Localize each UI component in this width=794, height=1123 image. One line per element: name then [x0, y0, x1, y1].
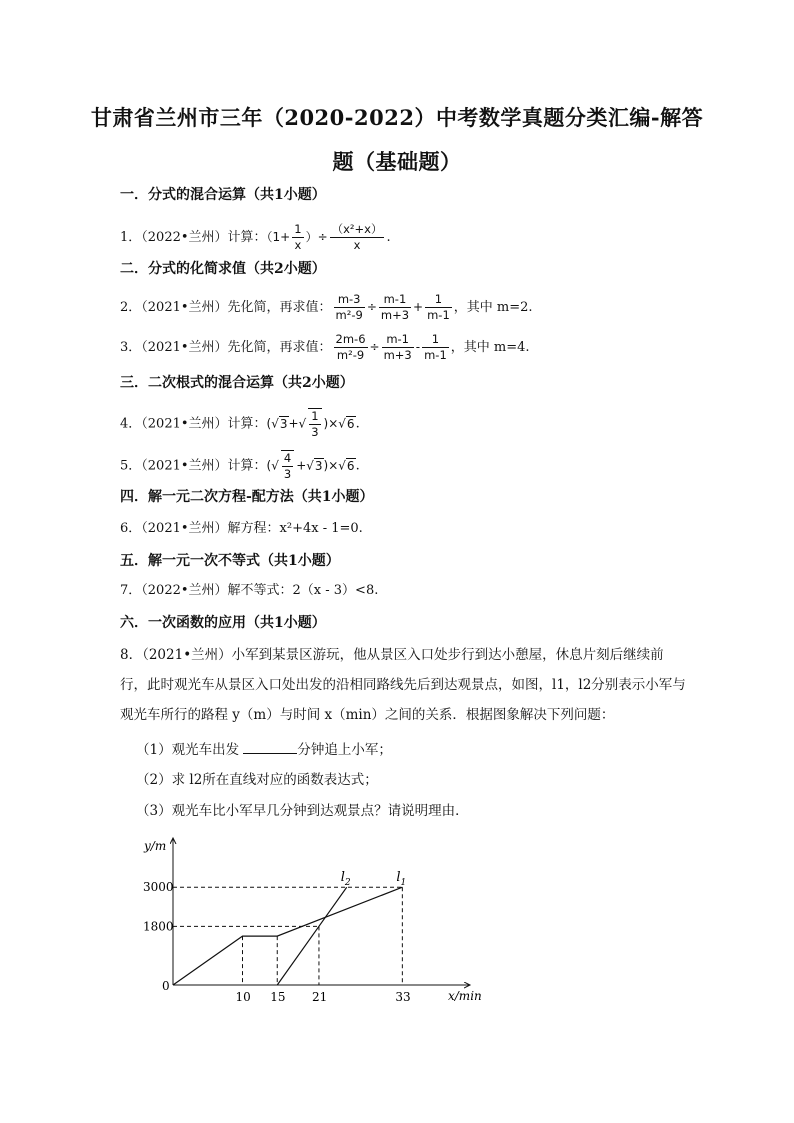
series-label-l2: $l_2$: [340, 870, 351, 889]
question-8-part-2: （2）求 l2所在直线对应的函数表达式；: [136, 772, 378, 788]
q3-fraction-1: $\frac{2m-6}{\text{m²-9}}$: [335, 332, 366, 362]
section-heading-5: 五．解一元一次不等式（共1小题）: [120, 553, 340, 569]
q3-fraction-2: $\frac{m-1}{m+3}$: [383, 332, 412, 362]
question-3: 3．（2021•兰州）先化简，再求值： $\frac{2m-6}{\text{m²-9}}$ ÷ $\frac{m-1}{m+3}$ - $\frac{1}{m-1}$ ，其中 m=4.: [120, 332, 530, 362]
y-tick-3000: 3000: [143, 880, 174, 895]
origin-label: 0: [162, 979, 170, 993]
section-heading-4: 四．解一元二次方程-配方法（共1小题）: [120, 489, 374, 505]
doc-title-line1: 甘肃省兰州市三年（2020-2022）中考数学真题分类汇编-解答: [90, 105, 704, 130]
question-2: 2．（2021•兰州）先化简，再求值： $\frac{m-3}{\text{m²-9}}$ ÷ $\frac{m-1}{m+3}$ + $\frac{1}{m-1}$ ，其中 m=2.: [120, 292, 533, 322]
y-tick-1800: 1800: [143, 919, 174, 934]
series-label-l1: $l_1$: [396, 870, 407, 889]
section-heading-2: 二．分式的化简求值（共2小题）: [120, 261, 326, 277]
x-tick-21: 21: [311, 990, 328, 1004]
question-8-part-3: （3）观光车比小军早几分钟到达观景点？请说明理由．: [136, 803, 469, 819]
q2-fraction-3: $\frac{1}{m-1}$: [427, 292, 450, 322]
x-tick-15: 15: [270, 990, 286, 1004]
q4-fraction: $\frac{1}{3}$: [308, 408, 321, 440]
question-1: 1．（2022•兰州）计算：（1+ $\frac{1}{x}$ ）÷ $\frac{\text{（x²+x）}}{x}$ .: [120, 222, 391, 252]
question-7: 7．（2022•兰州）解不等式：2（x - 3）<8.: [120, 583, 379, 598]
x-axis-label: x/min: [448, 989, 482, 1003]
question-5: 5．（2021•兰州）计算：(√ $\frac{4}{3}$ +√3)×√6.: [120, 451, 360, 481]
y-axis-label: y/m: [144, 839, 167, 853]
q1-fraction-2: $\frac{\text{（x²+x）}}{x}$: [331, 222, 383, 252]
q3-fraction-3: $\frac{1}{m-1}$: [424, 332, 447, 362]
question-6: 6．（2021•兰州）解方程：x²+4x - 1=0.: [120, 521, 363, 536]
doc-title-line2: 题（基础题）: [332, 149, 462, 174]
question-4: 4．（2021•兰州）计算：(√3+√ $\frac{1}{3}$ )×√6.: [120, 409, 360, 439]
x-tick-33: 33: [395, 990, 411, 1004]
question-8-part-1: （1）观光车出发 分钟追上小军；: [136, 742, 392, 758]
x-tick-10: 10: [235, 990, 251, 1004]
section-heading-3: 三．二次根式的混合运算（共2小题）: [120, 375, 354, 391]
answer-blank: [243, 740, 297, 754]
section-heading-1: 一．分式的混合运算（共1小题）: [120, 187, 326, 203]
question-8-text: 8．（2021•兰州）小军到某景区游玩，他从景区入口处步行到达小憩屋，休息片刻后继续前行，此时观光车从景区入口处出发的沿相同路线先后到达观景点，如图，l1，l2分别表示小军与观光车所行的路程 y（m）与时间 x（min）之间的关系．根据图象解决下列问题：: [120, 647, 686, 723]
series-l2: [277, 887, 347, 985]
q2-fraction-1: $\frac{m-3}{\text{m²-9}}$: [335, 292, 363, 322]
q5-fraction: $\frac{4}{3}$: [281, 450, 294, 482]
section-heading-6: 六．一次函数的应用（共1小题）: [120, 615, 326, 631]
distance-time-chart: [130, 830, 500, 1010]
q2-fraction-2: $\frac{m-1}{m+3}$: [380, 292, 410, 322]
q1-fraction-1: $\frac{1}{x}$: [294, 222, 302, 252]
